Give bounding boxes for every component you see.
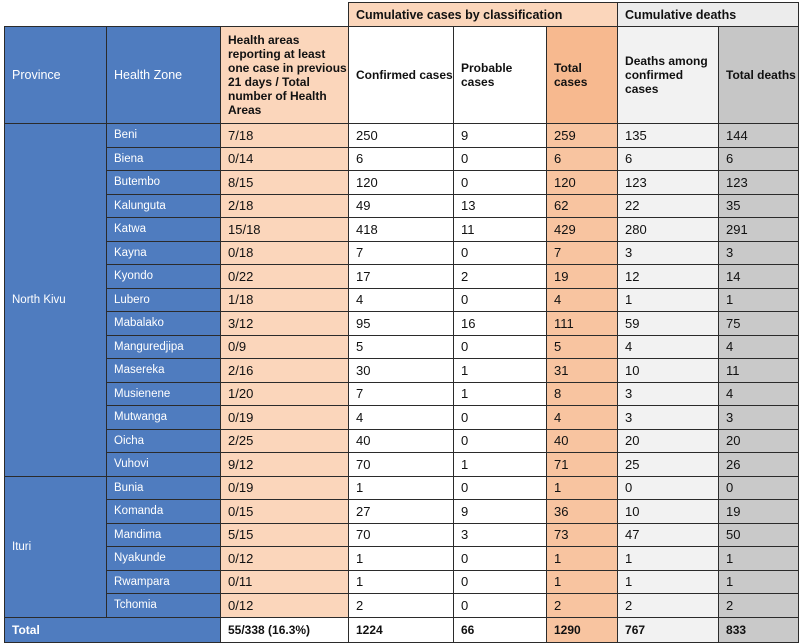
health-zone-cell: Masereka — [107, 359, 221, 383]
health-zone-cell: Rwampara — [107, 570, 221, 594]
health-zone-cell: Mabalako — [107, 312, 221, 336]
table-row — [5, 500, 799, 524]
total-cases-cell: 1 — [547, 476, 618, 500]
deaths-confirmed-cell: 4 — [618, 335, 719, 359]
header-confirmed: Confirmed cases — [349, 27, 454, 124]
table-row — [5, 453, 799, 477]
blank-corner — [5, 3, 349, 27]
probable-cell: 9 — [454, 124, 547, 148]
total-health-areas: 55/338 (16.3%) — [221, 617, 349, 642]
total-cases-cell: 5 — [547, 335, 618, 359]
health-zone-cell: Kyondo — [107, 265, 221, 289]
total-deaths-cell: 14 — [719, 265, 799, 289]
confirmed-cell: 418 — [349, 218, 454, 242]
health-areas-cell: 3/12 — [221, 312, 349, 336]
deaths-confirmed-cell: 22 — [618, 194, 719, 218]
total-cases-cell: 71 — [547, 453, 618, 477]
confirmed-cell: 49 — [349, 194, 454, 218]
total-cases-cell: 4 — [547, 406, 618, 430]
health-zone-cell: Komanda — [107, 500, 221, 524]
deaths-confirmed-cell: 59 — [618, 312, 719, 336]
province-cell: North Kivu — [5, 124, 107, 477]
health-zone-cell: Vuhovi — [107, 453, 221, 477]
table-row — [5, 335, 799, 359]
total-cases-cell: 1 — [547, 547, 618, 571]
health-zone-cell: Katwa — [107, 218, 221, 242]
health-zone-cell: Nyakunde — [107, 547, 221, 571]
health-zone-cell: Manguredjipa — [107, 335, 221, 359]
total-deaths-cell: 75 — [719, 312, 799, 336]
health-zone-cell: Kalunguta — [107, 194, 221, 218]
cases-table — [4, 2, 799, 643]
health-zone-cell: Bunia — [107, 476, 221, 500]
probable-cell: 3 — [454, 523, 547, 547]
health-zone-cell: Musienene — [107, 382, 221, 406]
health-areas-cell: 2/16 — [221, 359, 349, 383]
total-deaths-cell: 1 — [719, 547, 799, 571]
total-cases-cell: 120 — [547, 171, 618, 195]
total-deaths-cell: 1 — [719, 570, 799, 594]
health-areas-cell: 0/22 — [221, 265, 349, 289]
total-cases-cell: 6 — [547, 147, 618, 171]
total-cases-cell: 40 — [547, 429, 618, 453]
health-areas-cell: 7/18 — [221, 124, 349, 148]
table-row — [5, 547, 799, 571]
confirmed-cell: 4 — [349, 406, 454, 430]
total-cases-cell: 4 — [547, 288, 618, 312]
table-row — [5, 241, 799, 265]
health-areas-cell: 0/19 — [221, 476, 349, 500]
table-row — [5, 124, 799, 148]
total-cases-cell: 36 — [547, 500, 618, 524]
total-row — [5, 617, 799, 642]
table-row — [5, 406, 799, 430]
deaths-confirmed-cell: 1 — [618, 288, 719, 312]
health-areas-cell: 2/25 — [221, 429, 349, 453]
health-zone-cell: Kayna — [107, 241, 221, 265]
confirmed-cell: 120 — [349, 171, 454, 195]
probable-cell: 0 — [454, 406, 547, 430]
health-areas-cell: 0/14 — [221, 147, 349, 171]
table-row — [5, 382, 799, 406]
total-probable: 66 — [454, 617, 547, 642]
total-deaths-cell: 123 — [719, 171, 799, 195]
health-areas-cell: 8/15 — [221, 171, 349, 195]
header-deaths-confirmed: Deaths among confirmed cases — [618, 27, 719, 124]
total-deaths-confirmed: 767 — [618, 617, 719, 642]
health-areas-cell: 0/15 — [221, 500, 349, 524]
deaths-confirmed-cell: 3 — [618, 241, 719, 265]
confirmed-cell: 2 — [349, 594, 454, 618]
total-total-cases: 1290 — [547, 617, 618, 642]
deaths-confirmed-cell: 0 — [618, 476, 719, 500]
probable-cell: 0 — [454, 288, 547, 312]
deaths-confirmed-cell: 1 — [618, 547, 719, 571]
probable-cell: 0 — [454, 171, 547, 195]
total-deaths-cell: 4 — [719, 335, 799, 359]
total-total-deaths: 833 — [719, 617, 799, 642]
confirmed-cell: 7 — [349, 382, 454, 406]
health-zone-cell: Mandima — [107, 523, 221, 547]
table-row — [5, 265, 799, 289]
health-areas-cell: 15/18 — [221, 218, 349, 242]
total-cases-cell: 1 — [547, 570, 618, 594]
total-cases-cell: 19 — [547, 265, 618, 289]
header-health-zone: Health Zone — [107, 27, 221, 124]
total-deaths-cell: 11 — [719, 359, 799, 383]
total-cases-cell: 31 — [547, 359, 618, 383]
total-cases-cell: 429 — [547, 218, 618, 242]
table-row — [5, 147, 799, 171]
total-deaths-cell: 20 — [719, 429, 799, 453]
confirmed-cell: 70 — [349, 453, 454, 477]
health-areas-cell: 0/12 — [221, 547, 349, 571]
probable-cell: 16 — [454, 312, 547, 336]
health-areas-cell: 1/20 — [221, 382, 349, 406]
table-row — [5, 523, 799, 547]
probable-cell: 9 — [454, 500, 547, 524]
total-cases-cell: 62 — [547, 194, 618, 218]
header-total-cases: Total cases — [547, 27, 618, 124]
table-body — [5, 124, 799, 618]
health-zone-cell: Butembo — [107, 171, 221, 195]
health-areas-cell: 0/11 — [221, 570, 349, 594]
total-label: Total — [5, 617, 221, 642]
total-deaths-cell: 35 — [719, 194, 799, 218]
confirmed-cell: 1 — [349, 570, 454, 594]
health-zone-cell: Lubero — [107, 288, 221, 312]
probable-cell: 0 — [454, 476, 547, 500]
table-row — [5, 288, 799, 312]
total-deaths-cell: 0 — [719, 476, 799, 500]
deaths-confirmed-cell: 3 — [618, 382, 719, 406]
deaths-confirmed-cell: 6 — [618, 147, 719, 171]
header-health-areas: Health areas reporting at least one case in previous 21 days / Total number of Health Areas — [221, 27, 349, 124]
total-deaths-cell: 3 — [719, 241, 799, 265]
probable-cell: 1 — [454, 453, 547, 477]
probable-cell: 0 — [454, 241, 547, 265]
health-areas-cell: 0/18 — [221, 241, 349, 265]
health-zone-cell: Mutwanga — [107, 406, 221, 430]
confirmed-cell: 30 — [349, 359, 454, 383]
header-total-deaths: Total deaths — [719, 27, 799, 124]
deaths-confirmed-cell: 1 — [618, 570, 719, 594]
probable-cell: 0 — [454, 429, 547, 453]
total-cases-cell: 8 — [547, 382, 618, 406]
province-cell: Ituri — [5, 476, 107, 617]
health-areas-cell: 0/19 — [221, 406, 349, 430]
deaths-confirmed-cell: 20 — [618, 429, 719, 453]
health-areas-cell: 0/9 — [221, 335, 349, 359]
probable-cell: 0 — [454, 147, 547, 171]
table-row — [5, 570, 799, 594]
health-zone-cell: Oicha — [107, 429, 221, 453]
table-row — [5, 429, 799, 453]
health-zone-cell: Tchomia — [107, 594, 221, 618]
probable-cell: 1 — [454, 359, 547, 383]
confirmed-cell: 5 — [349, 335, 454, 359]
total-cases-cell: 111 — [547, 312, 618, 336]
table-row — [5, 218, 799, 242]
total-cases-cell: 7 — [547, 241, 618, 265]
total-deaths-cell: 3 — [719, 406, 799, 430]
confirmed-cell: 6 — [349, 147, 454, 171]
column-header-row — [5, 27, 799, 124]
deaths-confirmed-cell: 2 — [618, 594, 719, 618]
confirmed-cell: 40 — [349, 429, 454, 453]
confirmed-cell: 27 — [349, 500, 454, 524]
confirmed-cell: 7 — [349, 241, 454, 265]
health-areas-cell: 5/15 — [221, 523, 349, 547]
confirmed-cell: 70 — [349, 523, 454, 547]
table-row — [5, 194, 799, 218]
confirmed-cell: 95 — [349, 312, 454, 336]
health-zone-cell: Biena — [107, 147, 221, 171]
health-areas-cell: 1/18 — [221, 288, 349, 312]
group-header-cases: Cumulative cases by classification — [349, 3, 618, 27]
header-province: Province — [5, 27, 107, 124]
health-areas-cell: 0/12 — [221, 594, 349, 618]
confirmed-cell: 4 — [349, 288, 454, 312]
table-row — [5, 359, 799, 383]
health-areas-cell: 9/12 — [221, 453, 349, 477]
confirmed-cell: 1 — [349, 547, 454, 571]
total-deaths-cell: 4 — [719, 382, 799, 406]
probable-cell: 0 — [454, 335, 547, 359]
probable-cell: 1 — [454, 382, 547, 406]
total-deaths-cell: 144 — [719, 124, 799, 148]
probable-cell: 11 — [454, 218, 547, 242]
total-deaths-cell: 291 — [719, 218, 799, 242]
group-header-row — [5, 3, 799, 27]
confirmed-cell: 1 — [349, 476, 454, 500]
table-row — [5, 476, 799, 500]
table-row — [5, 171, 799, 195]
health-areas-cell: 2/18 — [221, 194, 349, 218]
total-deaths-cell: 2 — [719, 594, 799, 618]
deaths-confirmed-cell: 3 — [618, 406, 719, 430]
probable-cell: 13 — [454, 194, 547, 218]
total-cases-cell: 2 — [547, 594, 618, 618]
table-row — [5, 312, 799, 336]
header-probable: Probable cases — [454, 27, 547, 124]
probable-cell: 0 — [454, 594, 547, 618]
total-confirmed: 1224 — [349, 617, 454, 642]
deaths-confirmed-cell: 123 — [618, 171, 719, 195]
deaths-confirmed-cell: 25 — [618, 453, 719, 477]
total-cases-cell: 73 — [547, 523, 618, 547]
total-deaths-cell: 6 — [719, 147, 799, 171]
deaths-confirmed-cell: 12 — [618, 265, 719, 289]
total-cases-cell: 259 — [547, 124, 618, 148]
deaths-confirmed-cell: 135 — [618, 124, 719, 148]
total-deaths-cell: 1 — [719, 288, 799, 312]
deaths-confirmed-cell: 10 — [618, 359, 719, 383]
group-header-deaths: Cumulative deaths — [618, 3, 799, 27]
probable-cell: 0 — [454, 547, 547, 571]
table-row — [5, 594, 799, 618]
deaths-confirmed-cell: 47 — [618, 523, 719, 547]
health-zone-cell: Beni — [107, 124, 221, 148]
total-deaths-cell: 19 — [719, 500, 799, 524]
probable-cell: 0 — [454, 570, 547, 594]
probable-cell: 2 — [454, 265, 547, 289]
confirmed-cell: 17 — [349, 265, 454, 289]
total-deaths-cell: 26 — [719, 453, 799, 477]
deaths-confirmed-cell: 10 — [618, 500, 719, 524]
deaths-confirmed-cell: 280 — [618, 218, 719, 242]
confirmed-cell: 250 — [349, 124, 454, 148]
total-deaths-cell: 50 — [719, 523, 799, 547]
